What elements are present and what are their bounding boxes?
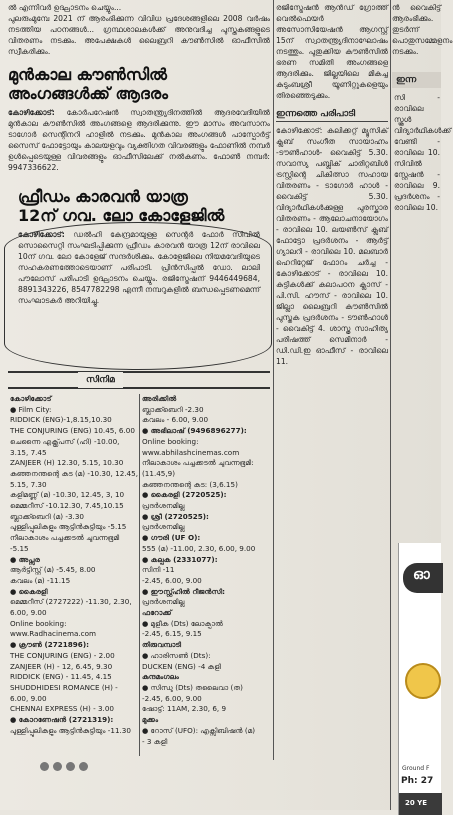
cinema-theatre-name: തിരുവമ്പാടി [142,640,182,650]
advertisement [398,543,441,815]
cinema-showtime: Online booking: www.abhilashcinemas.com [142,436,240,457]
events-text: കോഴിക്കോട്: കലിക്കറ്റ് മ്യൂസിക് ക്ലബ് സംഗീത സായാഹ്നം -ടൗൺഹാൾ- വൈകിട്ട് 5.30. സവാസ്യ പബ്ലിക് ചാരിറ്റബിൾ ട്രസ്റ്റിന്റെ ചികിത്സാ സഹായ വിതരണം - ടാഗോർ ഹാൾ - വൈകിട്ട് 5.30. വിദ്യാർഥികൾക്കുള്ള പുരസ്കാര വിതരണം - ആലോചനായോഗം - രാവിലെ 10. ലയൺസ് ക്ലബ് ഫോട്ടോ പ്രദർശനം - ആർട്ട് ഗ്യാലറി - രാവിലെ 10. മലബാർ ഹെറിറ്റേജ് ഫോറം ചർച്ച - കോഴിക്കോട് - രാവിലെ 10. കുട്ടികൾക്ക് കലാപഠന ക്ലാസ് - പി.സി. ഹൗസ് - രാവിലെ 10. ജില്ലാ ലൈബ്രറി കൗൺസിൽ പുസ്തക പ്രദർശനം - ടൗൺഹാൾ - വൈകിട്ട് 4. ശാസ്ത്ര സാഹിത്യ പരിഷത്ത് സെമിനാർ - ഡി.ഡി.ഇ ഓഫീസ് - രാവിലെ 11. [276,126,388,366]
cinema-showtime: ● ഹാരിസൺ (Dts): [142,650,211,660]
cinema-title: സിനിമ [78,372,123,388]
cinema-showtime: നീലാകാശം പച്ചക്കടൽ ചുവന്നഭൂമി -5.15 [10,533,120,553]
page-dots [40,762,88,771]
cinema-showtime: കവലം (മ) -11.15 [10,575,71,585]
cinema-showtime: RIDDICK (ENG) - 11.45, 4.15 [10,672,112,682]
article1-intro: ൽ എന്നിവർ ഉദ്ഘാടനം ചെയ്യും... [8,3,122,12]
cinema-list-right [142,394,268,747]
cinema-showtime: പുള്ളിപ്പുലികളും ആട്ടിൻകുട്ടിയും -5.15 [10,522,127,532]
cinema-showtime: Online booking: www.Radhacinema.com [10,618,96,639]
right-events [394,92,452,542]
cinema-showtime: കളിമണ്ണ് (മ) -10.30, 12.45, 3, 10 [10,490,125,500]
right-section-title: ഇന്ന [392,72,441,88]
events-section-title: ഇന്നത്തെ പരിപാടി [276,107,388,122]
ad-logo [403,563,443,593]
cinema-showtime: 555 (മ) -11.00, 2.30, 6.00, 9.00 [142,543,256,553]
cinema-theatre-name: ● അപ്സര [10,554,40,564]
cinema-theatre-name: ● അഭിലാഷ് (9496896277): [142,426,247,436]
dot [53,762,62,771]
cinema-theatre-name: കോഴിക്കോട് [10,394,52,403]
cinema-theatre-name: മുക്കം [142,715,159,725]
column-rule-1 [273,0,274,760]
cinema-showtime: ഷോട്ട്: 11AM, 2.30, 6, 9 [142,704,227,714]
cinema-theatre-name: അരിക്കിൽ [142,394,177,403]
ad-badge-icon [405,663,441,699]
article2-text [8,107,270,173]
cinema-showtime: ● റോസ് (UFO): എക്സിബിഷൻ (മ) [142,725,256,735]
cinema-divider [139,394,140,756]
right-top-text: ൻ വൈകിട്ട് ആരംഭിക്കും. തുടർന്ന് പൊതുസമ്മേളനം നടക്കും. [392,3,453,56]
middle-top-text: രജിസ്ട്രേഷൻ ആൻഡ് ഗ്രോത്ത് വെൽഫെയർ അസോസിയേഷൻ ആഗസ്റ്റ് 15ന് സ്വാതന്ത്ര്യദിനാഘോഷം നടത്തും. പുതുക്കിയ കൗൺസിൽ ഭരണ സമിതി അംഗങ്ങളെ ആദരിക്കും. ജില്ലയിലെ മികച്ച കുടുംബശ്രീ യൂണിറ്റുകളെയും തിരഞ്ഞെടുക്കും. [276,3,388,100]
cinema-showtime: DUCKEN (ENG) -4 കളി [142,661,222,671]
cinema-showtime: ബ്ലാക്ക്ബെറി (മ) -3.30 [10,511,84,521]
cinema-theatre-name: ഫറോക്ക് [142,608,172,618]
article2-lead: കോഴിക്കോട്: [8,108,55,117]
cinema-theatre-name: ● കൈരളി [10,586,48,596]
cinema-theatre-name: ● ഗൗരി (UF O): [142,533,201,543]
cinema-theatre-name: ● കോറണേഷൻ (2721319): [10,715,114,725]
cinema-showtime: പ്രദർശനമില്ല [142,501,185,511]
dot [40,762,49,771]
cinema-theatre-name: ● കൈരളി (2720525): [142,490,227,500]
dot [79,762,88,771]
cinema-theatre-name: കുന്ദമംഗലം [142,672,179,682]
cinema-showtime: -2.45, 6.00, 9.00 [142,575,202,585]
cinema-theatre-name: ● ക്രൗൺ (2721896): [10,640,89,650]
cinema-showtime: കുഞ്ഞനന്തന്റെ കട (മ) -10.30, 12.45, 5.15, 7.30 [10,468,138,489]
article2-headline: മുൻകാല കൗൺസിൽ അംഗങ്ങൾക്ക് ആദരം [8,65,168,103]
article3-headline: ഫ്രീഡം കാരവൻ യാത്ര 12ന് ഗവ. ലോ കോളേജിൽ [18,187,225,225]
cinema-showtime: THE CONJURING (ENG) - 2.00 [10,650,115,660]
cinema-showtime: ● മുളീക (Dts) ലോക്പാൽ [142,618,224,628]
cinema-showtime: ചെന്നൈ എക്സ്പ്രസ് (ഹി) -10.00, 3.15, 7.45 [10,436,120,457]
ad-years: 20 YE [405,799,428,807]
article3-lead: കോഴിക്കോട്: [18,230,65,239]
cinema-showtime: RIDDICK (ENG)-1,8.15,10.30 [10,415,112,425]
cinema-showtime: THE CONJURING (ENG) 10.45, 6.00 [10,426,135,436]
article2-body: കോർപറേഷൻ സ്വാതന്ത്ര്യദിനത്തിൽ ആദരവേദിയിൽ മുൻകാല കൗൺസിൽ അംഗങ്ങളെ ആദരിക്കുന്നു. ഈ മാസം അവസാനം ടാഗോർ സെന്റിനറി ഹാളിൽ നടക്കും. മുൻകാല അംഗങ്ങൾ പാസ്പോർട്ട് സൈസ് ഫോട്ടോയും കാലയളവും വ്യക്തിഗത വിവരങ്ങളും ഫോണിൽ നമ്പർ ഉൾപ്പെടെയുള്ള വിവരങ്ങളും ഓഫീസിലേക്ക് നൽകണം. ഫോൺ നമ്പർ: 9947336622. [8,108,270,172]
cinema-showtime: ZANJEER (H) 12.30, 5.15, 10.30 [10,458,124,468]
cinema-showtime: നീലാകാശം പച്ചക്കടൽ ചുവന്നഭൂമി: (11.45,9) [142,458,254,478]
ad-phone: Ph: 27 [401,776,434,786]
cinema-showtime: -2.45, 6.00, 9.00 [142,693,202,703]
cinema-showtime: ZANJEER (H) - 12, 6.45, 9.30 [10,661,113,671]
cinema-section-header [8,371,270,389]
cinema-showtime: സിനി -11 [142,565,175,575]
dot [66,762,75,771]
cinema-showtime: ● സിന്ധു (Dts) തലൈവാ (ത) [142,682,243,692]
cinema-theatre-name: ● ശ്രീ (2720525): [142,511,209,521]
cinema-theatre-name: ● ഈസ്റ്റ്ഹിൽ റീജൻസി: [142,586,226,596]
column-rule-2 [390,0,391,810]
cinema-showtime: -2.45, 6.15, 9.15 [142,629,202,639]
cinema-showtime: പുള്ളിപ്പുലികളും ആട്ടിൻകുട്ടിയും -11.30 [10,725,131,735]
cinema-showtime: പ്രദർശനമില്ല [142,597,185,607]
article3-body: ഡൽഹി കേന്ദ്രമായുള്ള സെന്റർ ഫോർ സിവിൽ സൊസൈറ്റി സംഘടിപ്പിക്കുന്ന ഫ്രീഡം കാരവൻ യാത്ര 12ന് രാവിലെ 10ന് ഗവ. ലോ കോളേജ് സന്ദർശിക്കും. കോളേജിലെ നിയമവേദിയുടെ സഹകരണത്തോടെയാണ് പരിപാടി. പ്രിൻസിപ്പൽ ഡോ. ലാലി പൗലോസ് പരിപാടി ഉദ്ഘാടനം ചെയ്യും. രജിസ്ട്രേഷന് 9446449684, 8891343226, 8547782298 എന്നീ നമ്പറുകളിൽ ബന്ധപ്പെടണമെന്ന് സംഘാടകർ അറിയിച്ചു. [18,230,261,305]
cinema-theatre-name: ● കല്പക (2331077): [142,554,218,564]
article3-circled-box [4,222,272,370]
cinema-showtime: ആർട്ടിസ്റ്റ് (മ) -5.45, 8.00 [10,565,96,575]
cinema-showtime: കവലം - 6.00, 9.00 [142,415,209,425]
right-events-text: സി - രാവിലെ സ്കൂൾ വിദ്യാർഥികൾക്ക് വേണ്ടി - രാവിലെ 10. സിവിൽ സ്റ്റേഷൻ - രാവിലെ 9. പ്രദർശനം - രാവിലെ 10. [394,93,452,212]
cinema-list-left [10,394,138,737]
article1-body: പുലരുംമുമ്പേ 2021 ന് ആരംഭിക്കുന്ന വിവിധ പ്രദേശങ്ങളിലെ 2008 വർഷം നടത്തിയ പഠനങ്ങൾ... ഗ്രന്ഥശാലകൾക്ക് അനുവദിച്ച പുസ്തകങ്ങളുടെ വിതരണം നടക്കും. അപേക്ഷകൾ ലൈബ്രറി കൗൺസിൽ ഓഫീസിൽ സ്വീകരിക്കും. [8,14,270,56]
cinema-showtime: മെമ്മറീസ് (2727222) -11.30, 2.30, 6.00, 9.00 [10,597,132,618]
ad-ground-floor: Ground F [402,765,430,772]
cinema-showtime: ● Film City: [10,404,52,414]
cinema-showtime: SHUDDHIDESI ROMANCE (H) - 6.00, 9.00 [10,682,118,703]
cinema-showtime: - 3 കളി [142,736,168,746]
ad-years-band [399,793,442,815]
ad-brand: ഓ [413,567,430,583]
cinema-showtime: മെമ്മറീസ് -10.12.30, 7.45,10.15 [10,501,124,511]
cinema-showtime: പ്രദർശനമില്ല [142,522,185,532]
middle-column [276,0,388,760]
cinema-showtime: ബ്ലാക്ക്ബെറി -2.30 [142,404,204,414]
cinema-showtime: കുഞ്ഞനന്തന്റെ കട: (3,6.15) [142,479,238,489]
cinema-showtime: CHENNAI EXPRESS (H) - 3.00 [10,704,114,714]
